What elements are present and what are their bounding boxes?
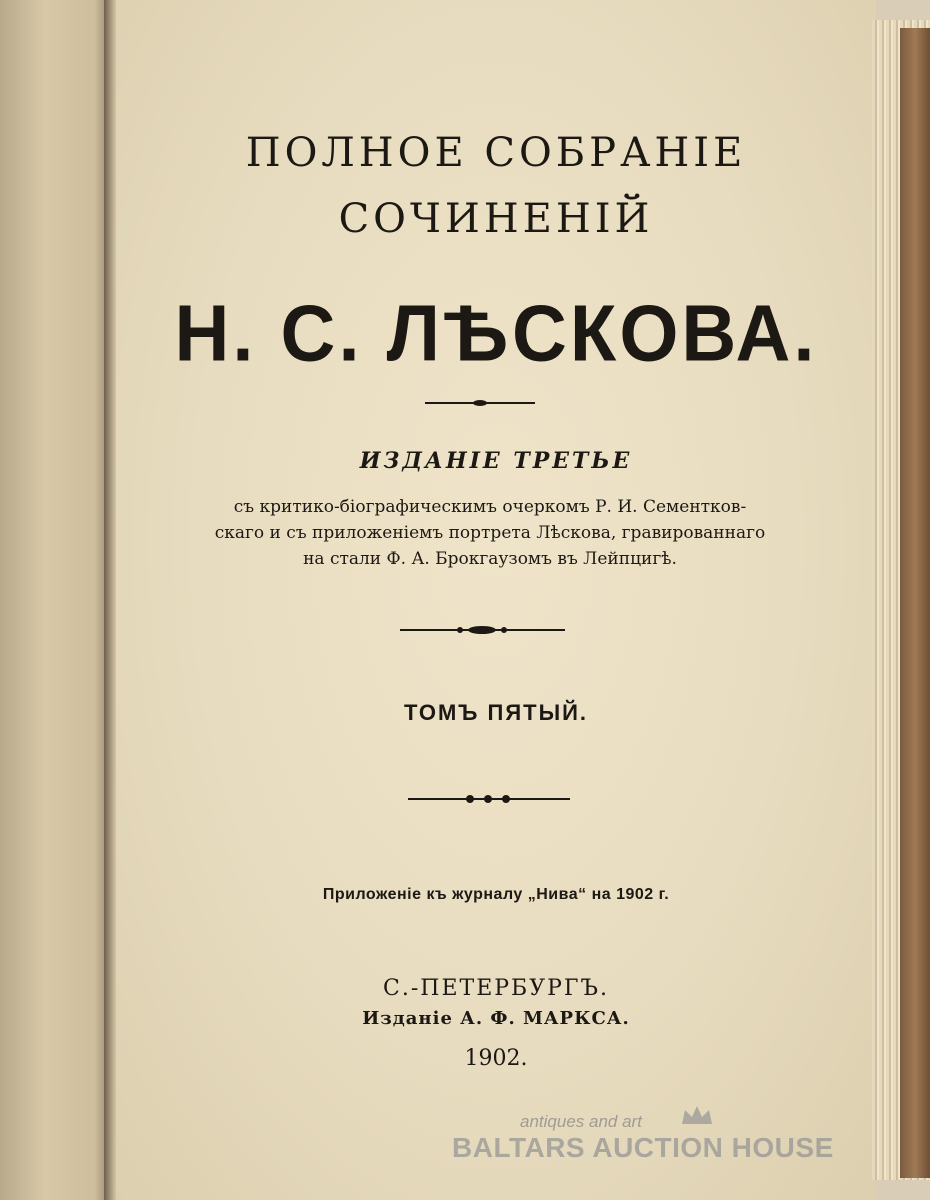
- author-name: Н. С. ЛѢСКОВА.: [174, 288, 818, 379]
- description-text: [190, 494, 790, 572]
- ornament-divider-1: [0, 396, 930, 410]
- supplement-note: Приложеніе къ журналу „Нива“ на 1902 г.: [322, 886, 670, 903]
- edition-heading: ИЗДАНІЕ ТРЕТЬЕ: [359, 448, 633, 474]
- watermark-tagline: antiques and art: [520, 1112, 642, 1131]
- left-page: [0, 0, 112, 1200]
- imprint-publisher: Изданіе А. Ф. МАРКСА.: [362, 1008, 630, 1029]
- book-cover-edge: [900, 28, 930, 1178]
- crown-icon: [680, 1104, 714, 1128]
- title-line-1: ПОЛНОЕ СОБРАНІЕ: [245, 130, 747, 176]
- description-line-1: съ критико-біографическимъ очеркомъ Р. И. Сементков-: [233, 497, 747, 517]
- imprint-year: 1902.: [464, 1046, 528, 1071]
- description-line-3: на стали Ф. А. Брокгаузомъ въ Лейпцигѣ.: [303, 549, 677, 569]
- description-line-2: скаго и съ приложеніемъ портрета Лѣскова, гравированнаго: [214, 523, 766, 543]
- volume-heading: ТОМЪ ПЯТЫЙ.: [403, 700, 589, 725]
- imprint-city: С.-ПЕТЕРБУРГЪ.: [383, 976, 609, 1001]
- title-line-2: СОЧИНЕНІЙ: [338, 196, 654, 242]
- ornament-divider-3: [0, 792, 930, 806]
- watermark-name: BALTARS AUCTION HOUSE: [452, 1132, 834, 1163]
- ornament-divider-2: [0, 623, 930, 637]
